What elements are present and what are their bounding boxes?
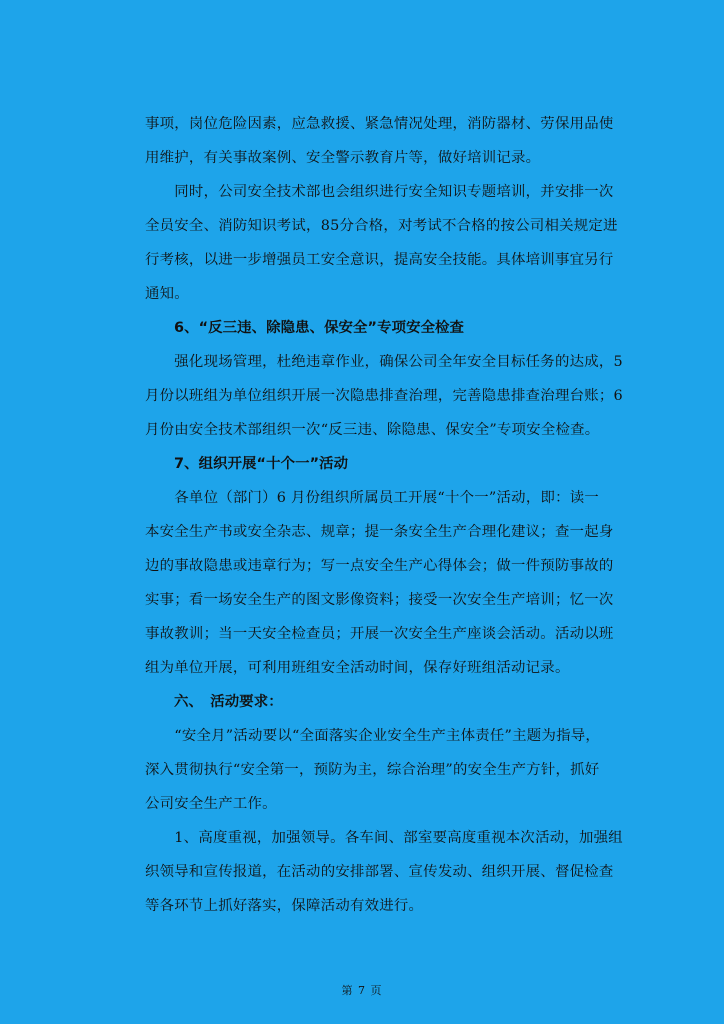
section-heading-7: 7、组织开展“十个一”活动: [145, 456, 349, 472]
body-text-line: 织领导和宣传报道，在活动的安排部署、宣传发动、组织开展、督促检查: [145, 864, 614, 880]
body-text-line: 同时，公司安全技术部也会组织进行安全知识专题培训，并安排一次: [145, 184, 614, 200]
body-text-line: 月份由安全技术部组织一次“反三违、除隐患、保安全”专项安全检查。: [145, 422, 600, 438]
body-text-line: 行考核，以进一步增强员工安全意识，提高安全技能。具体培训事宜另行: [145, 252, 614, 268]
body-text-line: “安全月”活动要以“全面落实企业安全生产主体责任”主题为指导，: [145, 728, 601, 744]
body-text-line: 等各环节上抓好落实，保障活动有效进行。: [145, 898, 424, 914]
body-text-line: 事故教训；当一天安全检查员；开展一次安全生产座谈会活动。活动以班: [145, 626, 614, 642]
body-text-line: 月份以班组为单位组织开展一次隐患排查治理，完善隐患排查治理台账；6: [145, 388, 623, 404]
body-text-line: 边的事故隐患或违章行为；写一点安全生产心得体会；做一件预防事故的: [145, 558, 614, 574]
body-text-line: 1、高度重视，加强领导。各车间、部室要高度重视本次活动，加强组: [145, 830, 623, 846]
body-text-line: 通知。: [145, 286, 189, 302]
section-heading-6: 6、“反三违、除隐患、保安全”专项安全检查: [145, 320, 465, 336]
body-text-line: 本安全生产书或安全杂志、规章；提一条安全生产合理化建议；查一起身: [145, 524, 614, 540]
body-text-line: 实事；看一场安全生产的图文影像资料；接受一次安全生产培训；忆一次: [145, 592, 614, 608]
body-text-line: 组为单位开展，可利用班组安全活动时间，保存好班组活动记录。: [145, 660, 570, 676]
body-text-line: 强化现场管理，杜绝违章作业，确保公司全年安全目标任务的达成，5: [145, 354, 623, 370]
section-heading-requirements: 六、 活动要求：: [145, 694, 283, 710]
body-text-line: 全员安全、消防知识考试，85分合格，对考试不合格的按公司相关规定进: [145, 218, 618, 234]
page-number: 第 7 页: [341, 984, 383, 997]
body-text-line: 深入贯彻执行“安全第一，预防为主，综合治理”的安全生产方针，抓好: [145, 762, 600, 778]
body-text-line: 公司安全生产工作。: [145, 796, 277, 812]
body-text-line: 事项，岗位危险因素，应急救援、紧急情况处理，消防器材、劳保用品使: [145, 116, 614, 132]
body-text-line: 用维护，有关事故案例、安全警示教育片等，做好培训记录。: [145, 150, 541, 166]
body-text-line: 各单位（部门）6 月份组织所属员工开展“十个一”活动，即：读一: [145, 490, 600, 506]
